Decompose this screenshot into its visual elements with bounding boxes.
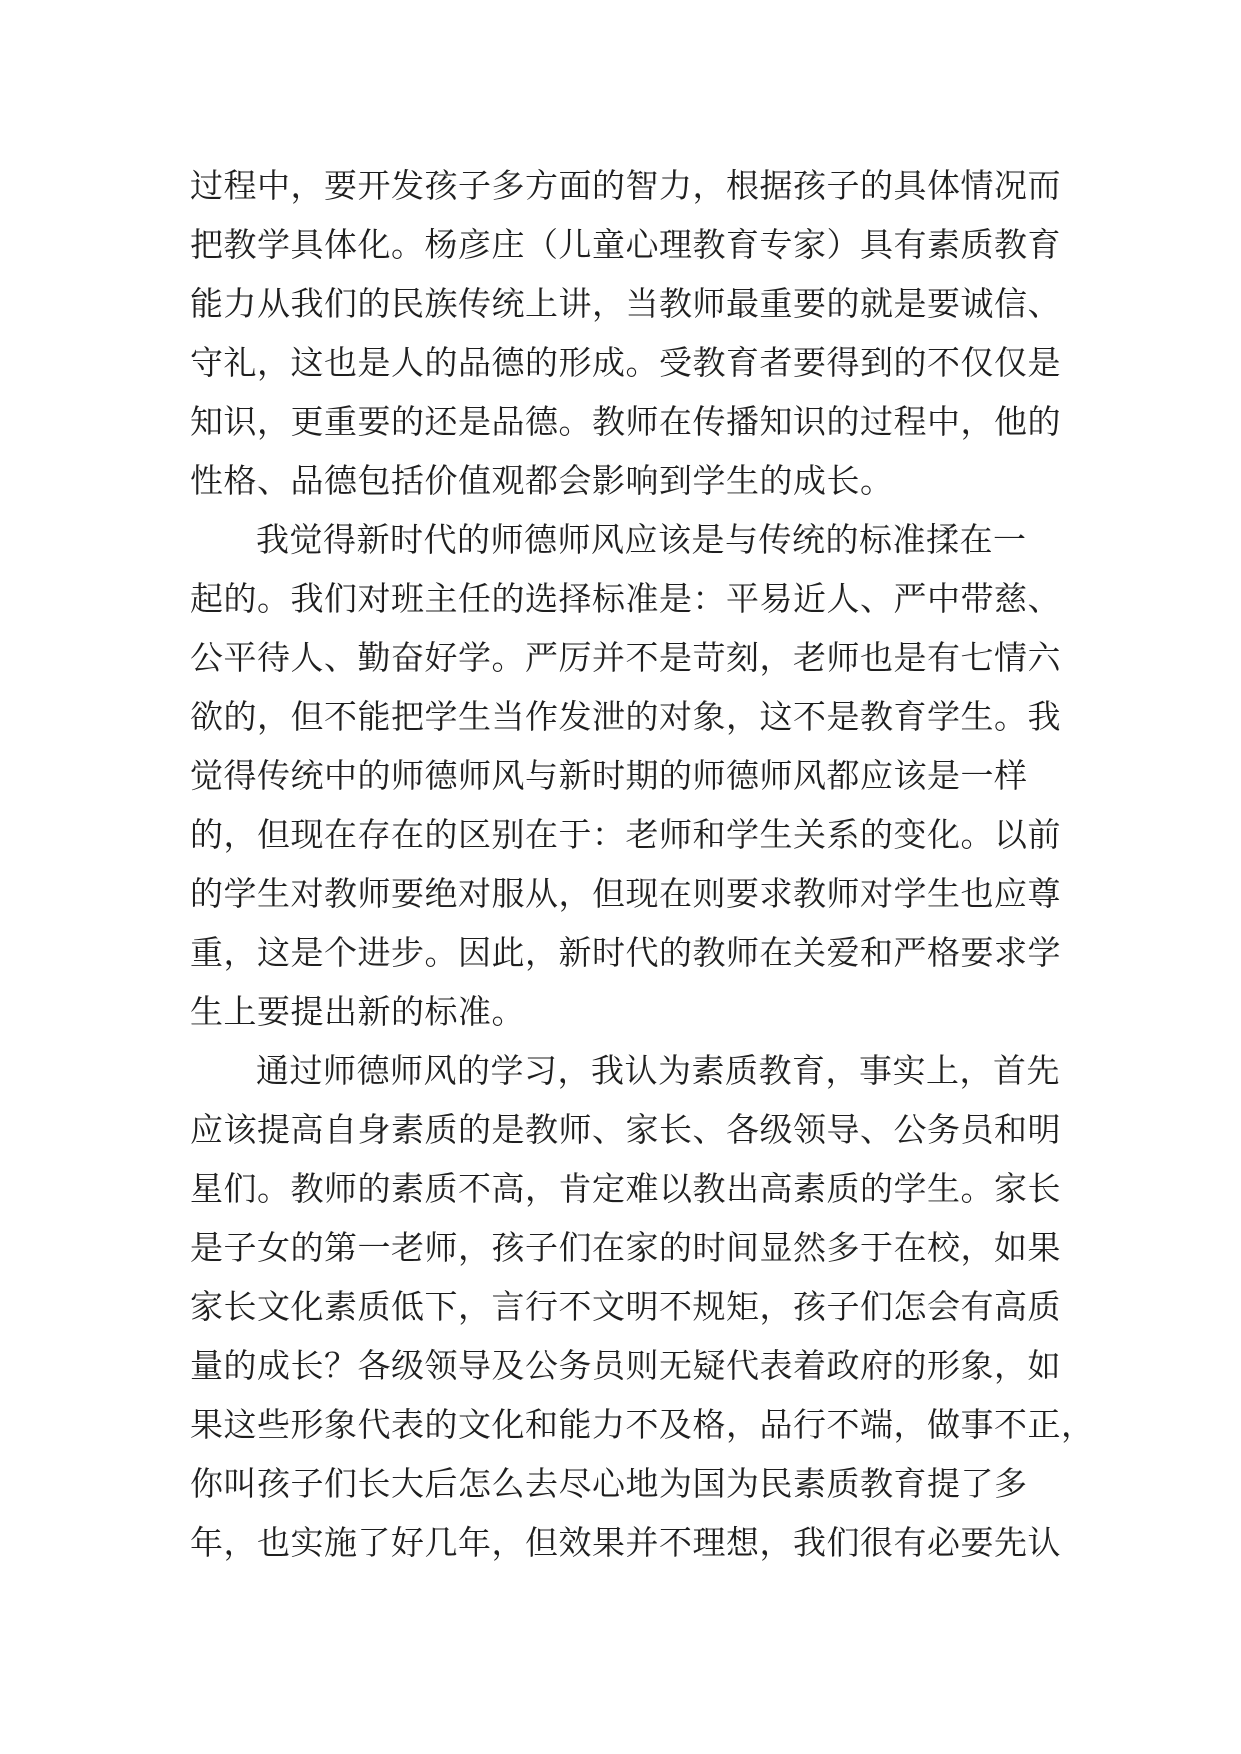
text-line: 的，但现在存在的区别在于：老师和学生关系的变化。以前 <box>190 815 1061 854</box>
text-line: 应该提高自身素质的是教师、家长、各级领导、公务员和明 <box>190 1110 1061 1149</box>
text-line: 觉得传统中的师德师风与新时期的师德师风都应该是一样 <box>190 756 1028 795</box>
text-line: 你叫孩子们长大后怎么去尽心地为国为民素质教育提了多 <box>190 1464 1028 1503</box>
paragraph-first-line: 我觉得新时代的师德师风应该是与传统的标准揉在一 <box>256 520 1027 559</box>
text-line: 把教学具体化。杨彦庄（儿童心理教育专家）具有素质教育 <box>190 225 1061 264</box>
text-line: 是子女的第一老师，孩子们在家的时间显然多于在校，如果 <box>190 1228 1061 1267</box>
text-line: 公平待人、勤奋好学。严厉并不是苛刻，老师也是有七情六 <box>190 638 1061 677</box>
body-text <box>190 156 1095 1572</box>
text-line: 性格、品德包括价值观都会影响到学生的成长。 <box>190 461 894 500</box>
text-line: 起的。我们对班主任的选择标准是：平易近人、严中带慈、 <box>190 579 1061 618</box>
text-line: 守礼，这也是人的品德的形成。受教育者要得到的不仅仅是 <box>190 343 1061 382</box>
text-line: 星们。教师的素质不高，肯定难以教出高素质的学生。家长 <box>190 1169 1061 1208</box>
text-line: 家长文化素质低下，言行不文明不规矩，孩子们怎会有高质 <box>190 1287 1061 1326</box>
text-line: 生上要提出新的标准。 <box>190 992 525 1031</box>
text-line: 过程中，要开发孩子多方面的智力，根据孩子的具体情况而 <box>190 166 1061 205</box>
text-line: 的学生对教师要绝对服从，但现在则要求教师对学生也应尊 <box>190 874 1061 913</box>
text-line: 量的成长？各级领导及公务员则无疑代表着政府的形象，如 <box>190 1346 1061 1385</box>
text-line: 知识，更重要的还是品德。教师在传播知识的过程中，他的 <box>190 402 1061 441</box>
paragraph-first-line: 通过师德师风的学习，我认为素质教育，事实上，首先 <box>256 1051 1060 1090</box>
text-line: 重，这是个进步。因此，新时代的教师在关爱和严格要求学 <box>190 933 1061 972</box>
text-line: 欲的，但不能把学生当作发泄的对象，这不是教育学生。我 <box>190 697 1061 736</box>
text-line: 年，也实施了好几年，但效果并不理想，我们很有必要先认 <box>190 1523 1061 1562</box>
text-line: 果这些形象代表的文化和能力不及格，品行不端，做事不正， <box>190 1405 1095 1444</box>
text-line: 能力从我们的民族传统上讲，当教师最重要的就是要诚信、 <box>190 284 1061 323</box>
